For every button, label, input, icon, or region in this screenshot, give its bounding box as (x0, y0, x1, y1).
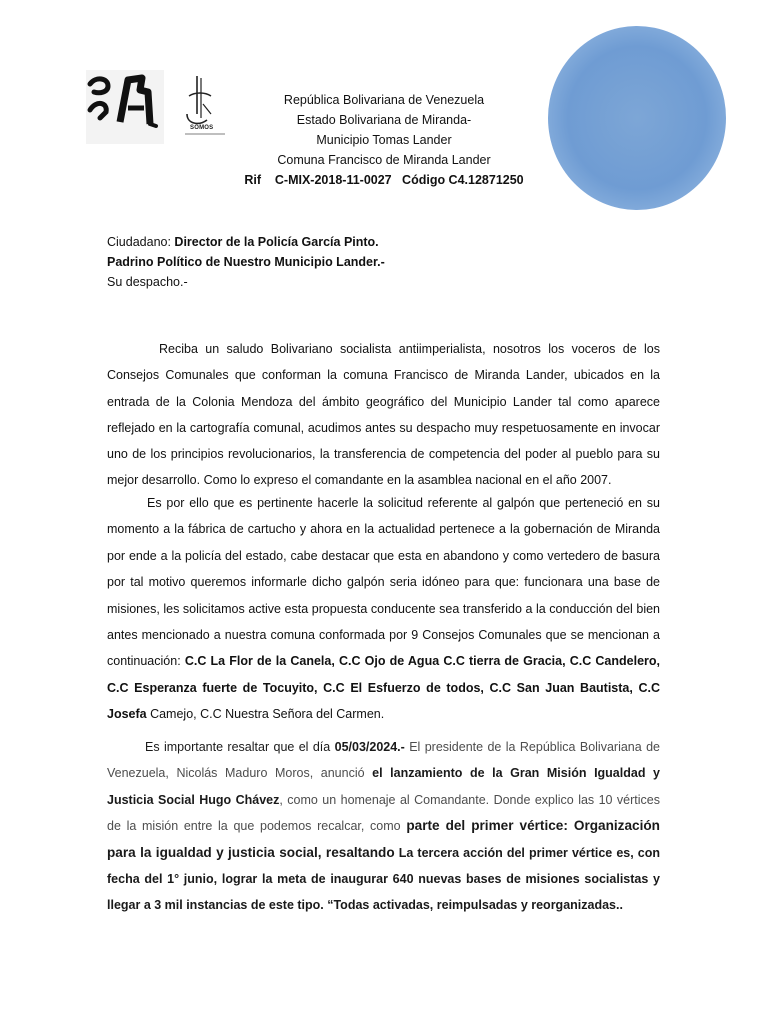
paragraph-2 (107, 490, 660, 728)
addressee-name: Director de la Policía García Pinto. (174, 235, 379, 249)
paragraph-1 (107, 336, 660, 494)
paragraph-3-text-a: El presidente de la República Bolivariana de Venezuela, Nicolás Maduro Moros, anunció (107, 740, 660, 781)
addressee-block (107, 232, 385, 292)
paragraph-3-date: 05/03/2024.- (334, 740, 405, 754)
addressee-line1 (107, 232, 385, 252)
addressee-line3: Su despacho.- (107, 275, 188, 289)
letterhead (0, 90, 768, 190)
paragraph-3 (107, 734, 660, 919)
paragraph-3-bold-c: La tercera acción del primer vértice es, con fecha del 1° junio, lograr la meta de inaugurar 640 nuevas bases de misiones socialistas y llegar a 3 mil instancias de este tipo. “Todas activadas, reimpulsadas y reorganizadas.. (107, 845, 661, 913)
header-country: República Bolivariana de Venezuela (283, 93, 485, 107)
paragraph-2-councils: C.C La Flor de la Canela, C.C Ojo de Agua C.C tierra de Gracia, C.C Candelero, C.C Esperanza fuerte de Tocuyito, C.C El Esfuerzo de todos, C.C San Juan Bautista, C.C Josefa (107, 654, 660, 722)
logo-word: SOMOS (190, 125, 214, 131)
header-state: Estado Bolivariana de Miranda- (296, 113, 472, 127)
paragraph-3-intro: Es importante resaltar que el día (145, 740, 335, 754)
header-municipality: Municipio Tomas Lander (316, 133, 452, 147)
addressee-label: Ciudadano: (107, 235, 175, 249)
paragraph-2-councils-rest: Camejo, C.C Nuestra Señora del Carmen. (146, 707, 385, 722)
paragraph-2-text: Es por ello que es pertinente hacerle la solicitud referente al galpón que perteneció en su momento a la fábrica de cartucho y ahora en la actualidad pertenece a la gobernación de Miranda por ende a la policía del estado, cabe destacar que esta en abandono y como vertedero de basura por tal motivo queremos informarle dicho galpón seria idóneo para que: funcionara una base de misiones, les solicitamos active esta propuesta conducente sea transferido a la conducción del bien antes mencionado a nuestra comuna conformada por 9 Consejos Comunales que se mencionan a continuación: (107, 496, 660, 669)
paragraph-3-text-b: , como un homenaje al Comandante. Donde explico las 10 vértices de la misión entre la que podemos recalcar, como (107, 792, 660, 834)
header-commune: Comuna Francisco de Miranda Lander (277, 153, 491, 167)
header-rif: Rif C-MIX-2018-11-0027 Código C4.12871250 (244, 173, 524, 187)
paragraph-1-text: Reciba un saludo Bolivariano socialista antiimperialista, nosotros los voceros de los Consejos Comunales que conforman la comuna Francisco de Miranda Lander, ubicados en la entrada de la Colonia Mendoza del ámbito geográfico del Municipio Lander tal como aparece reflejado en la cartografía comunal, acudimos antes su despacho muy respetuosamente en invocar uno de los principios revolucionarios, la transferencia de competencia del poder al pueblo para su mejor desarrollo. Como lo expreso el comandante en la asamblea nacional en el año 2007. (107, 342, 660, 488)
addressee-line2: Padrino Político de Nuestro Municipio Lander.- (107, 255, 385, 269)
paragraph-3-bold-a: el lanzamiento de la Gran Misión Igualdad y Justicia Social Hugo Chávez (107, 766, 660, 807)
paragraph-3-bold-b: parte del primer vértice: Organización para la igualdad y justicia social, resaltando (107, 818, 660, 860)
